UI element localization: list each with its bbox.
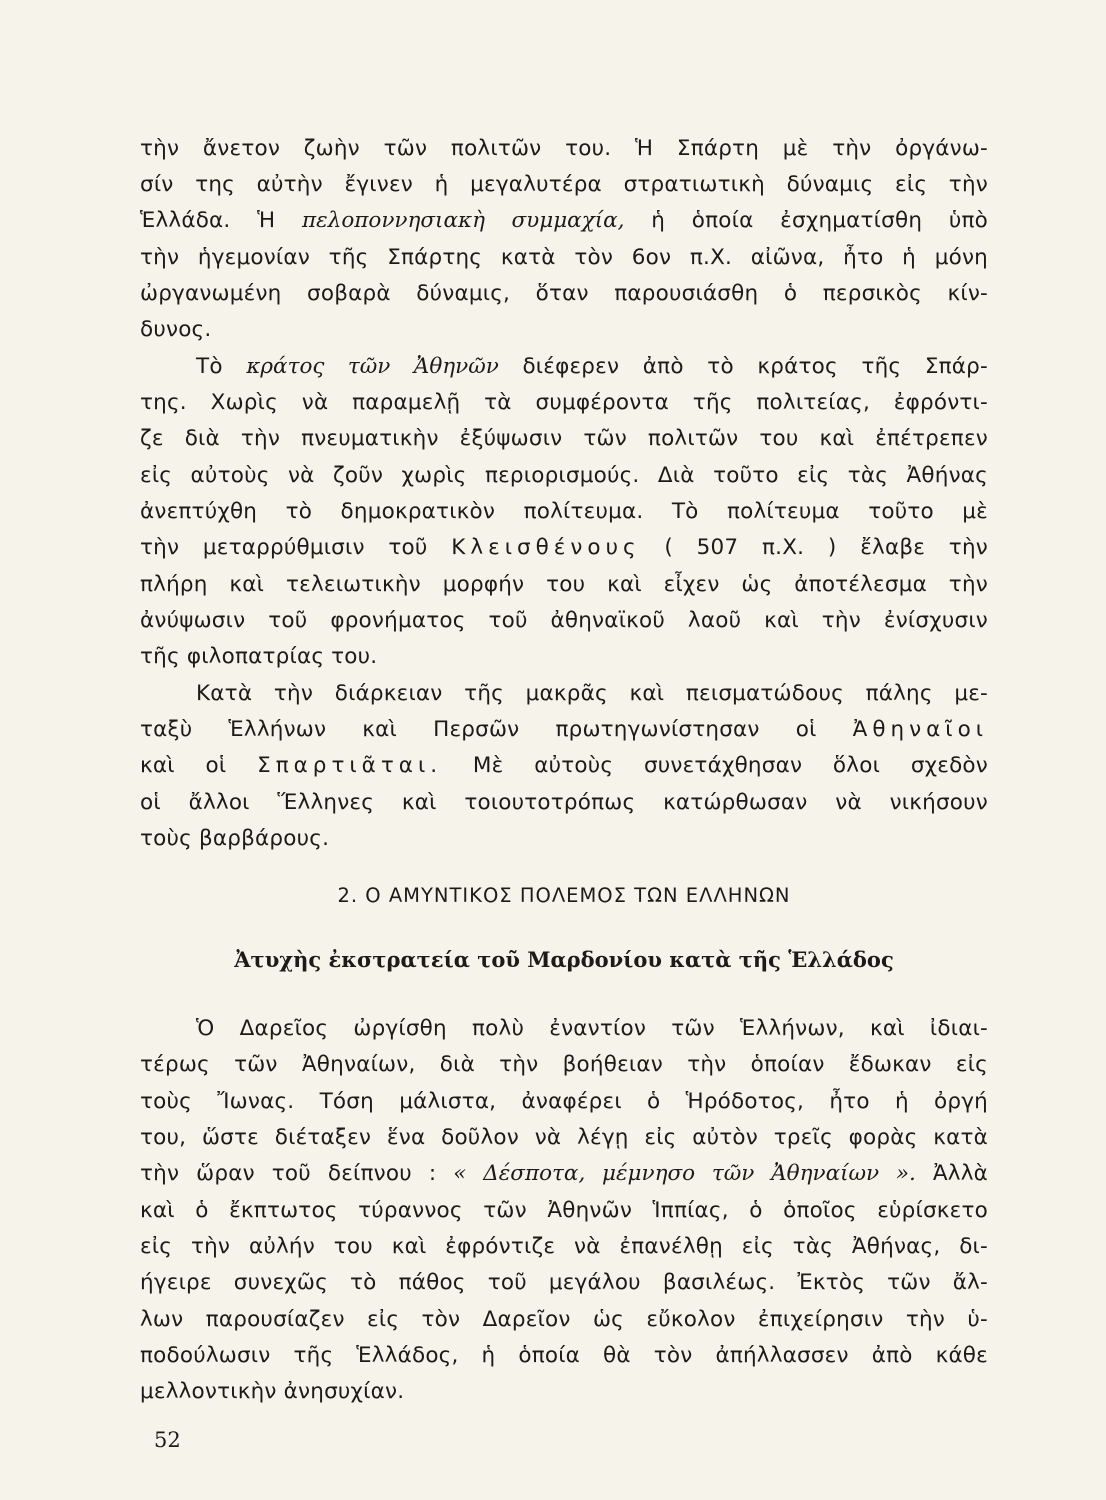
text-line: ταξὺ Ἑλλήνων καὶ Περσῶν πρωτηγωνίστησαν οἱ Ἀθηναῖοι <box>140 717 988 742</box>
italic-quote: « Δέσποτα, μέμνησο τῶν Ἀθηναίων ». <box>453 1161 916 1186</box>
page-number: 52 <box>154 1428 181 1452</box>
text-line: τὴν μεταρρύθμισιν τοῦ Κλεισθένους ( 507 π.Χ. ) ἔλαβε τὴν <box>140 535 988 560</box>
text-line: τῆς φιλοπατρίας του. <box>140 644 378 669</box>
text-line: τὴν ἡγεμονίαν τῆς Σπάρτης κατὰ τὸν 6ον π.Χ. αἰῶνα, ἦτο ἡ μόνη <box>140 245 988 270</box>
italic-term: πελοποννησιακὴ συμμαχία, <box>302 208 625 233</box>
section-heading: 2. Ο ΑΜΥΝΤΙΚΟΣ ΠΟΛΕΜΟΣ ΤΩΝ ΕΛΛΗΝΩΝ <box>337 884 791 907</box>
spaced-name: Κλεισθένους <box>451 535 641 560</box>
text-line: Τὸ κράτος τῶν Ἀθηνῶν διέφερεν ἀπὸ τὸ κράτος τῆς Σπάρ- <box>196 354 988 379</box>
spaced-name: Ἀθηναῖοι <box>852 717 988 742</box>
text-line: δυνος. <box>140 317 212 342</box>
text-line: ήγειρε συνεχῶς τὸ πάθος τοῦ μεγάλου βασιλέως. Ἐκτὸς τῶν ἄλ- <box>140 1270 988 1295</box>
text-line: λων παρουσίαζεν εἰς τὸν Δαρεῖον ὡς εὔκολον ἐπιχείρησιν τὴν ὑ- <box>140 1307 988 1332</box>
text-line: εἰς τὴν αὐλήν του καὶ ἐφρόντιζε νὰ ἐπανέλθῃ εἰς τὰς Ἀθήνας, δι- <box>140 1234 988 1259</box>
text-line: καὶ οἱ Σπαρτιᾶται. Μὲ αὐτοὺς συνετάχθησαν ὅλοι σχεδὸν <box>140 753 988 778</box>
text-line: ποδούλωσιν τῆς Ἑλλάδος, ἡ ὁποία θὰ τὸν ἀπήλλασσεν ἀπὸ κάθε <box>140 1343 988 1368</box>
text-line: τὴν ὥραν τοῦ δείπνου : « Δέσποτα, μέμνησο τῶν Ἀθηναίων ». Ἀλλὰ <box>140 1161 988 1186</box>
text-line: ἀνεπτύχθη τὸ δημοκρατικὸν πολίτευμα. Τὸ πολίτευμα τοῦτο μὲ <box>140 499 988 524</box>
subsection-heading: Ἀτυχὴς ἐκστρατεία τοῦ Μαρδονίου κατὰ τῆς Ἑλλάδος <box>234 947 894 972</box>
text-line: καὶ ὁ ἔκπτωτος τύραννος τῶν Ἀθηνῶν Ἱππίας, ὁ ὁποῖος εὑρίσκετο <box>140 1198 988 1223</box>
text-line: ἀνύψωσιν τοῦ φρονήματος τοῦ ἀθηναϊκοῦ λαοῦ καὶ τὴν ἐνίσχυσιν <box>140 608 988 633</box>
text-line: τοὺς Ἴωνας. Τόση μάλιστα, ἀναφέρει ὁ Ἡρόδοτος, ἦτο ἡ ὀργή <box>140 1089 988 1114</box>
text-line: της. Χωρὶς νὰ παραμελῇ τὰ συμφέροντα τῆς πολιτείας, ἐφρόντι- <box>140 390 988 415</box>
text-line: Ἑλλάδα. Ἡ πελοποννησιακὴ συμμαχία, ἡ ὁποία ἐσχηματίσθη ὑπὸ <box>140 208 989 233</box>
text-line: τὴν ἄνετον ζωὴν τῶν πολιτῶν του. Ἡ Σπάρτη μὲ τὴν ὀργάνω- <box>140 136 988 161</box>
text-line: Κατὰ τὴν διάρκειαν τῆς μακρᾶς καὶ πεισματώδους πάλης με- <box>196 681 988 706</box>
text-line: σίν της αὐτὴν ἔγινεν ἡ μεγαλυτέρα στρατιωτικὴ δύναμις εἰς τὴν <box>140 172 988 197</box>
text-line: εἰς αὐτοὺς νὰ ζοῦν χωρὶς περιορισμούς. Διὰ τοῦτο εἰς τὰς Ἀθήνας <box>140 463 988 488</box>
text-line: πλήρη καὶ τελειωτικὴν μορφήν του καὶ εἶχεν ὡς ἀποτέλεσμα τὴν <box>140 572 988 597</box>
text-line: οἱ ἄλλοι Ἕλληνες καὶ τοιουτοτρόπως κατώρθωσαν νὰ νικήσουν <box>140 790 988 815</box>
text-line: ὠργανωμένη σοβαρὰ δύναμις, ὅταν παρουσιάσθη ὁ περσικὸς κίν- <box>140 281 988 306</box>
text-line: τέρως τῶν Ἀθηναίων, διὰ τὴν βοήθειαν τὴν ὁποίαν ἔδωκαν εἰς <box>140 1052 988 1077</box>
text-line: μελλοντικὴν ἀνησυχίαν. <box>140 1379 405 1404</box>
text-line: ζε διὰ τὴν πνευματικὴν ἐξύψωσιν τῶν πολιτῶν του καὶ ἐπέτρεπεν <box>140 426 988 451</box>
italic-term: κράτος τῶν Ἀθηνῶν <box>246 354 499 379</box>
text-line: τοὺς βαρβάρους. <box>140 826 330 851</box>
spaced-name: Σπαρτιᾶται. <box>257 753 443 778</box>
text-line: του, ὥστε διέταξεν ἕνα δοῦλον νὰ λέγῃ εἰς αὐτὸν τρεῖς φορὰς κατὰ <box>140 1125 988 1150</box>
text-line: Ὁ Δαρεῖος ὠργίσθη πολὺ ἐναντίον τῶν Ἑλλήνων, καὶ ἰδιαι- <box>196 1016 988 1041</box>
